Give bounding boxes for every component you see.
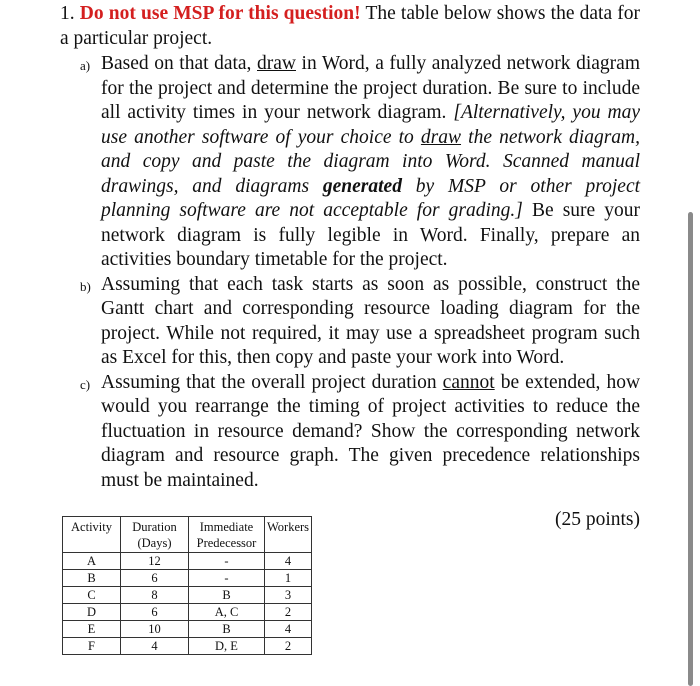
part-a-italic: the network diagram, and copy and paste the diagram into Word. Scanned manual drawings, and diagrams	[101, 126, 641, 197]
cell-duration: 8	[121, 587, 189, 604]
cell-activity: C	[63, 587, 121, 604]
question-intro-text: The table below shows the data for a particular project.	[60, 3, 641, 49]
part-a-underlined: draw	[257, 53, 296, 74]
part-a-text: Based on that data,	[101, 53, 252, 74]
cell-activity: D	[63, 604, 121, 621]
header-activity-label: Activity	[71, 520, 112, 534]
part-a-bold-italic: generated	[322, 175, 402, 197]
cell-workers: 3	[265, 587, 312, 604]
cell-duration: 6	[121, 570, 189, 587]
part-c-label: c)	[80, 376, 91, 392]
question-intro	[60, 2, 640, 51]
question-block	[60, 2, 640, 533]
part-a-label: a)	[80, 58, 91, 73]
part-a	[60, 52, 640, 273]
cell-predecessor: B	[189, 587, 265, 604]
cell-workers: 2	[265, 638, 312, 655]
table-row	[63, 570, 312, 587]
cell-predecessor: -	[189, 570, 265, 587]
cell-activity: B	[63, 570, 121, 587]
project-data-table	[62, 516, 312, 655]
cell-predecessor: -	[189, 553, 265, 570]
question-warning: Do not use MSP for this question!	[79, 3, 361, 24]
part-b	[60, 273, 640, 371]
part-a-italic: by MSP or other project planning software are not acceptable for grading.]	[101, 175, 641, 221]
part-c-text: Assuming that the overall project duration	[101, 371, 437, 393]
cell-activity: A	[63, 553, 121, 570]
header-duration	[121, 517, 189, 553]
header-predecessor	[189, 517, 265, 553]
part-b-text: Assuming that each task starts as soon as possible, construct the Gantt chart and corresponding resource loading diagram for the project. While not required, it may use a spreadsheet program such as Excel for this, then copy and paste your work into Word.	[101, 273, 640, 368]
part-b-label: b)	[80, 278, 91, 294]
cell-activity: F	[63, 638, 121, 655]
part-c-text: be extended, how would you rearrange the timing of project activities to reduce the fluctuation in resource demand? Show the corresponding network diagram and resource graph. The given precedence relationships must be maintained.	[101, 371, 641, 491]
header-activity	[63, 517, 121, 553]
cell-workers: 4	[265, 621, 312, 638]
cell-activity: E	[63, 621, 121, 638]
table-row	[63, 638, 312, 655]
vertical-scrollbar[interactable]	[688, 212, 693, 686]
cell-duration: 10	[121, 621, 189, 638]
part-a-italic-underlined: draw	[420, 126, 462, 148]
table-row	[63, 553, 312, 570]
part-c-underlined: cannot	[442, 371, 495, 393]
header-workers-label: Workers	[267, 520, 310, 534]
table-row	[63, 621, 312, 638]
question-parts	[60, 52, 640, 493]
header-duration-unit: (Days)	[137, 536, 172, 550]
part-a-italic: [Alternatively, you may use another software of your choice to	[101, 102, 641, 148]
cell-duration: 4	[121, 638, 189, 655]
header-duration-label: Duration	[132, 520, 177, 534]
cell-workers: 2	[265, 604, 312, 621]
question-number: 1.	[60, 3, 75, 24]
table-header-row	[63, 517, 312, 553]
part-c	[60, 371, 640, 494]
cell-workers: 1	[265, 570, 312, 587]
cell-predecessor: B	[189, 621, 265, 638]
cell-duration: 6	[121, 604, 189, 621]
cell-workers: 4	[265, 553, 312, 570]
table-row	[63, 587, 312, 604]
points-label: (25 points)	[554, 509, 640, 530]
cell-predecessor: A, C	[189, 604, 265, 621]
part-a-text: Be sure your network diagram is fully legible in Word. Finally, prepare an activities boundary timetable for the project.	[101, 200, 640, 270]
cell-duration: 12	[121, 553, 189, 570]
header-predecessor-label: Immediate	[199, 520, 254, 534]
header-workers	[265, 517, 312, 553]
table-row	[63, 604, 312, 621]
part-a-text: in Word, a fully analyzed network diagram for the project and determine the project duration. Be sure to include all activity times in your network diagram.	[101, 53, 641, 123]
cell-predecessor: D, E	[189, 638, 265, 655]
header-predecessor-label-2: Predecessor	[196, 536, 257, 550]
